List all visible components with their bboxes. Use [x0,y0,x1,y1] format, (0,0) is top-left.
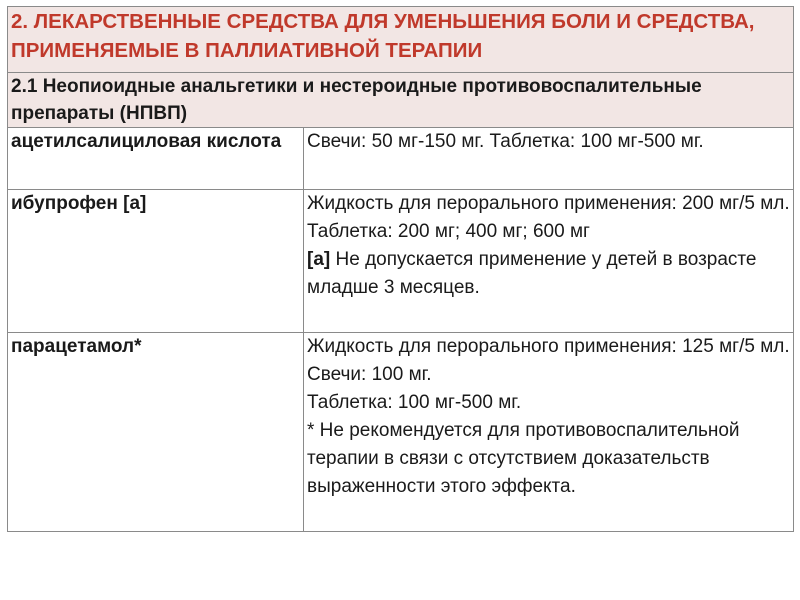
dosage-line: Таблетка: 100 мг-500 мг. [307,392,522,413]
drug-name: ибупрофен [а] [8,190,304,333]
dosage-line: Жидкость для перорального применения: 200 мг/5 мл. Таблетка: 200 мг; 400 мг; 600 мг [307,193,790,242]
drug-table [7,6,794,532]
dosage-note: * Не рекомендуется для противовоспалительной терапии в связи с отсутствием доказательств выраженности этого эффекта. [307,420,740,497]
drug-dosage [304,333,794,532]
note-mark: [а] [307,249,331,270]
dosage-note [307,246,791,302]
drug-dosage [304,190,794,333]
section-title: 2. ЛЕКАРСТВЕННЫЕ СРЕДСТВА ДЛЯ УМЕНЬШЕНИЯ БОЛИ И СРЕДСТВА, ПРИМЕНЯЕМЫЕ В ПАЛЛИАТИВНОЙ ТЕРАПИИ [8,7,794,73]
section-header-row [8,7,794,73]
drug-name: парацетамол* [8,333,304,532]
drug-dosage [304,128,794,190]
dosage-line: Свечи: 50 мг-150 мг. Таблетка: 100 мг-500 мг. [307,131,704,152]
table-row [8,190,794,333]
table-row [8,333,794,532]
subsection-header-row [8,73,794,128]
drug-name: ацетилсалициловая кислота [8,128,304,190]
dosage-line: Жидкость для перорального применения: 125 мг/5 мл. Свечи: 100 мг. [307,336,790,385]
subsection-title: 2.1 Неопиоидные анальгетики и нестероидные противовоспалительные препараты (НПВП) [8,73,794,128]
table-row [8,128,794,190]
note-text: Не допускается применение у детей в возрасте младше 3 месяцев. [307,249,757,298]
